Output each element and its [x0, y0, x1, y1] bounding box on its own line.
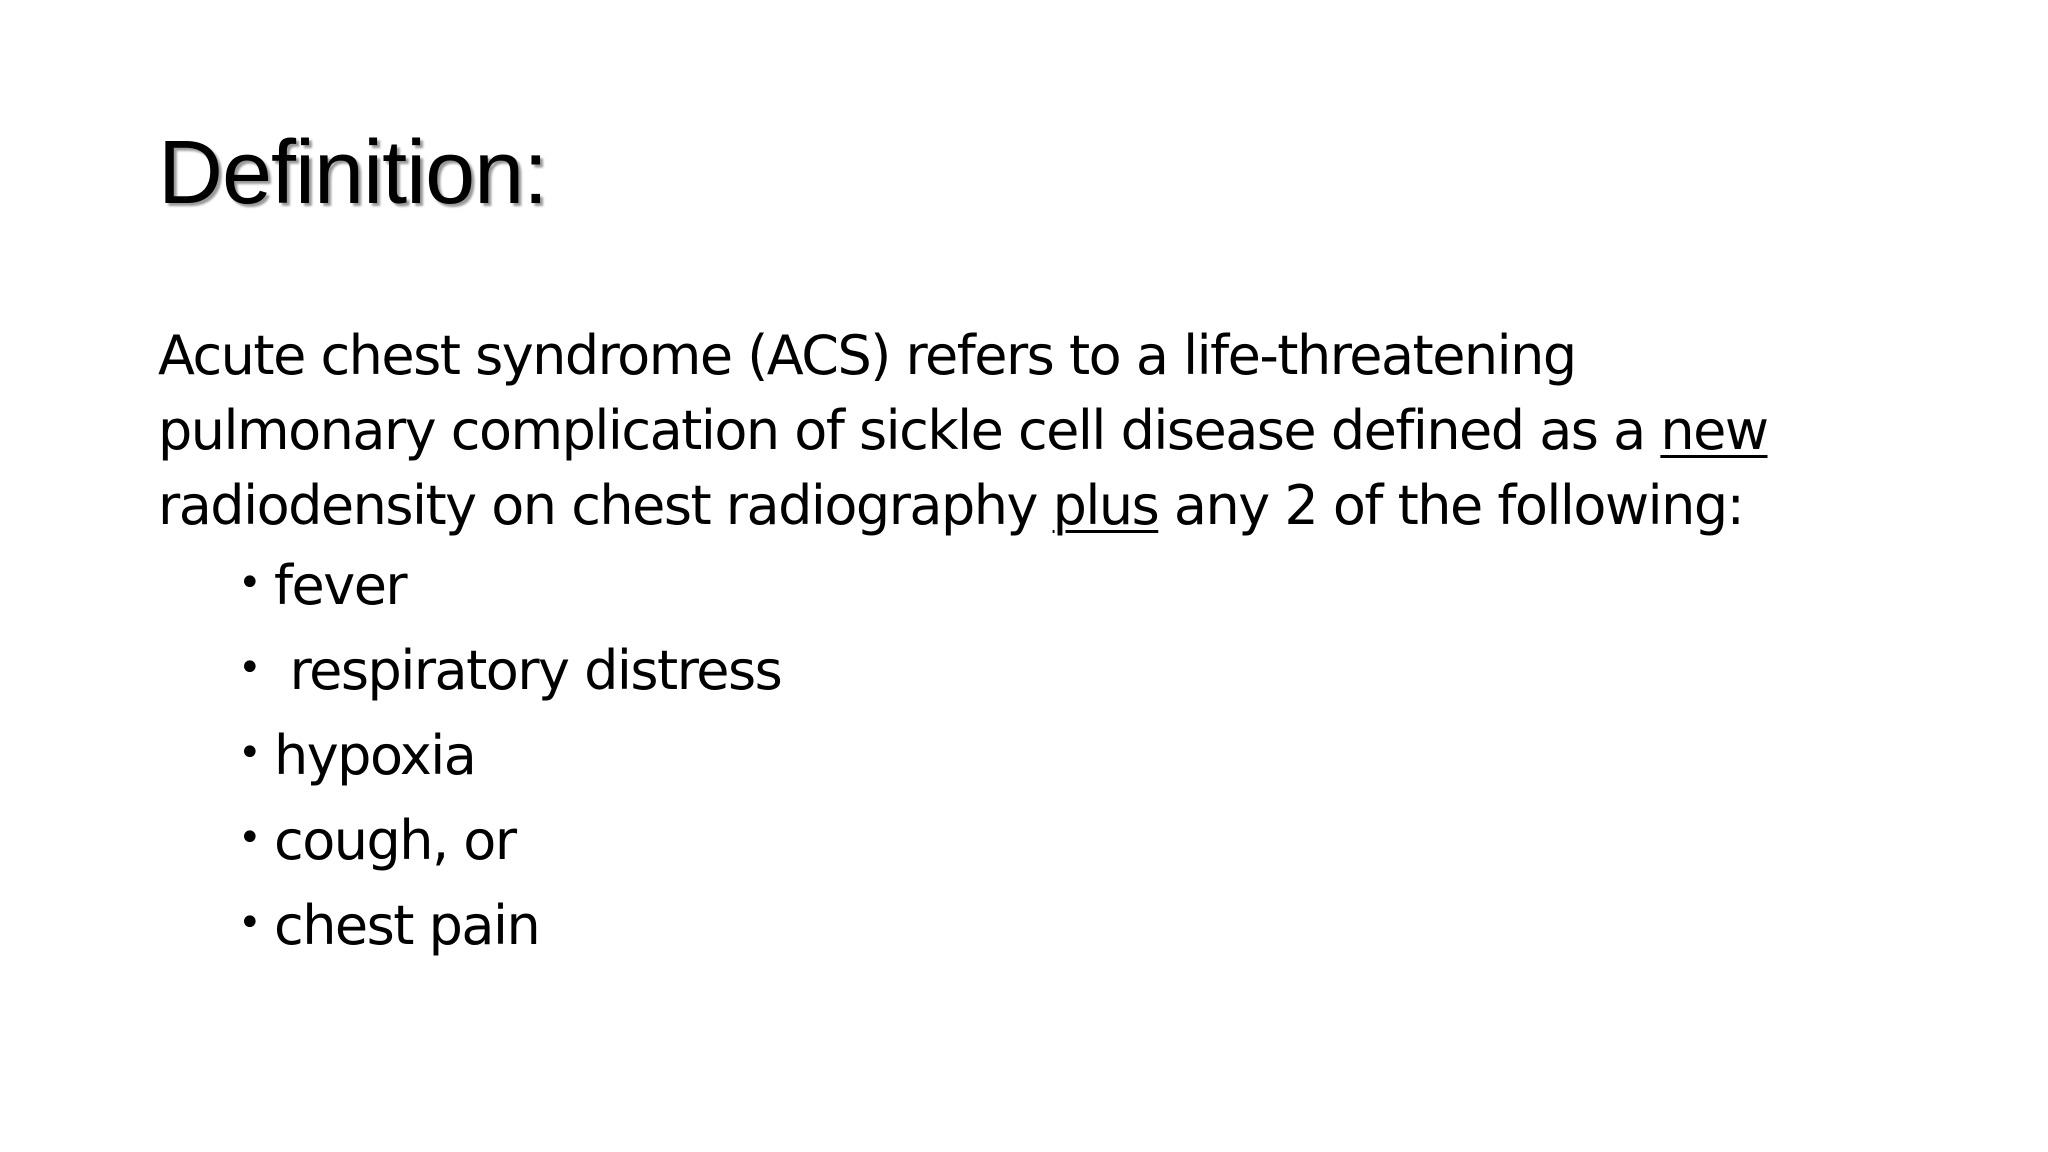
list-item [238, 633, 781, 718]
list-item-text: chest pain [274, 894, 540, 957]
bullet-icon: • [238, 815, 261, 861]
list-item-text: cough, or [274, 809, 516, 872]
paragraph-text: any 2 of the following: [1158, 474, 1744, 537]
list-item [238, 888, 781, 973]
list-item [238, 548, 781, 633]
criteria-list [238, 548, 781, 973]
list-item-text: fever [274, 554, 407, 617]
paragraph-text: radiodensity on chest radiography [158, 474, 1053, 537]
list-item [238, 718, 781, 803]
underlined-word-plus: plus [1052, 474, 1159, 537]
paragraph-line-1 [158, 318, 1998, 393]
paragraph-line-3 [158, 468, 1998, 543]
list-item-text: respiratory distress [274, 639, 782, 702]
list-item-text: hypoxia [274, 724, 476, 787]
bullet-icon: • [238, 900, 261, 946]
list-item [238, 803, 781, 888]
paragraph-text: pulmonary complication of sickle cell disease defined as a [158, 399, 1661, 462]
bullet-icon: • [238, 560, 261, 606]
paragraph-text: Acute chest syndrome (ACS) refers to a life-threatening [158, 324, 1576, 387]
bullet-icon: • [238, 645, 261, 691]
definition-paragraph [158, 318, 1998, 543]
slide-title: Definition: [158, 123, 548, 223]
bullet-icon: • [238, 730, 261, 776]
paragraph-line-2 [158, 393, 1998, 468]
underlined-word-new: new [1660, 399, 1768, 462]
